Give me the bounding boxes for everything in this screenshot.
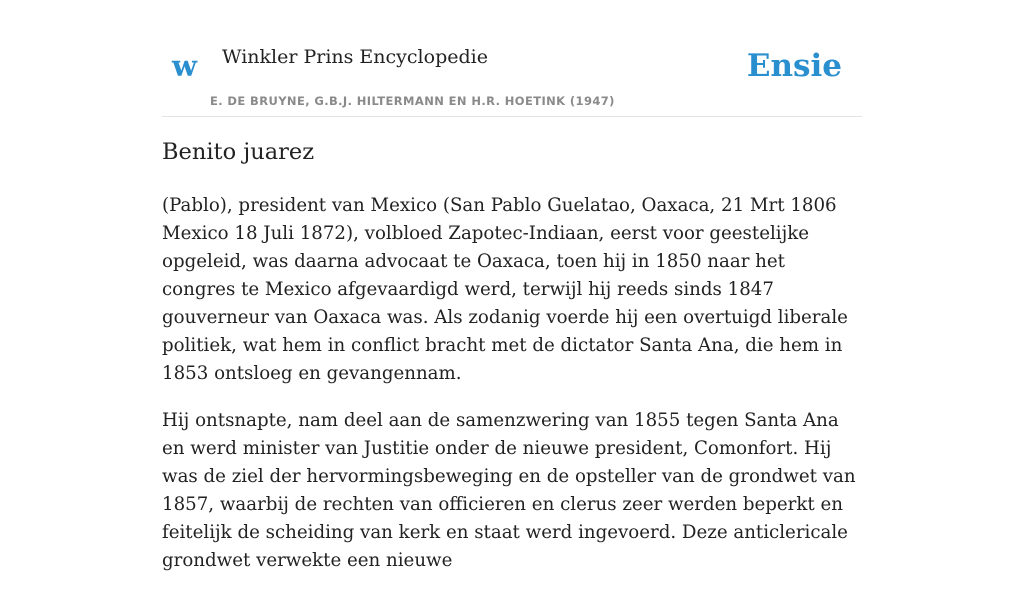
ensie-logo-link[interactable]: Ensie (746, 48, 842, 84)
source-title-link[interactable]: Winkler Prins Encyclopedie (222, 46, 488, 68)
article-paragraph: (Pablo), president van Mexico (San Pablo Guelatao, Oaxaca, 21 Mrt 1806 Mexico 18 Juli 1872), volbloed Zapotec-Indiaan, eerst voor geestelijke opgeleid, was daarna advocaat te Oaxaca, toen hij in 1850 naar het congres te Mexico afgevaardigd werd, terwijl hij reeds sinds 1847 gouverneur van Oaxaca was. Als zodanig voerde hij een overtuigd liberale politiek, wat hem in conflict bracht met de dictator Santa Ana, die hem in 1853 ontsloeg en gevangennam. (162, 195, 848, 384)
article-body (162, 192, 862, 594)
article-title: Benito juarez (162, 139, 315, 165)
source-header (162, 0, 862, 117)
encyclopedia-logo-icon[interactable]: w (172, 49, 197, 83)
source-authors: E. DE BRUYNE, G.B.J. HILTERMANN EN H.R. HOETINK (1947) (210, 94, 615, 108)
article-paragraph: Hij ontsnapte, nam deel aan de samenzwering van 1855 tegen Santa Ana en werd minister van Justitie onder de nieuwe president, Comonfort. Hij was de ziel der hervormingsbeweging en de opsteller van de grondwet van 1857, waarbij de rechten van officieren en clerus zeer werden beperkt en feitelijk de scheiding van kerk en staat werd ingevoerd. Deze anticlericale grondwet verwekte een nieuwe (162, 410, 856, 571)
